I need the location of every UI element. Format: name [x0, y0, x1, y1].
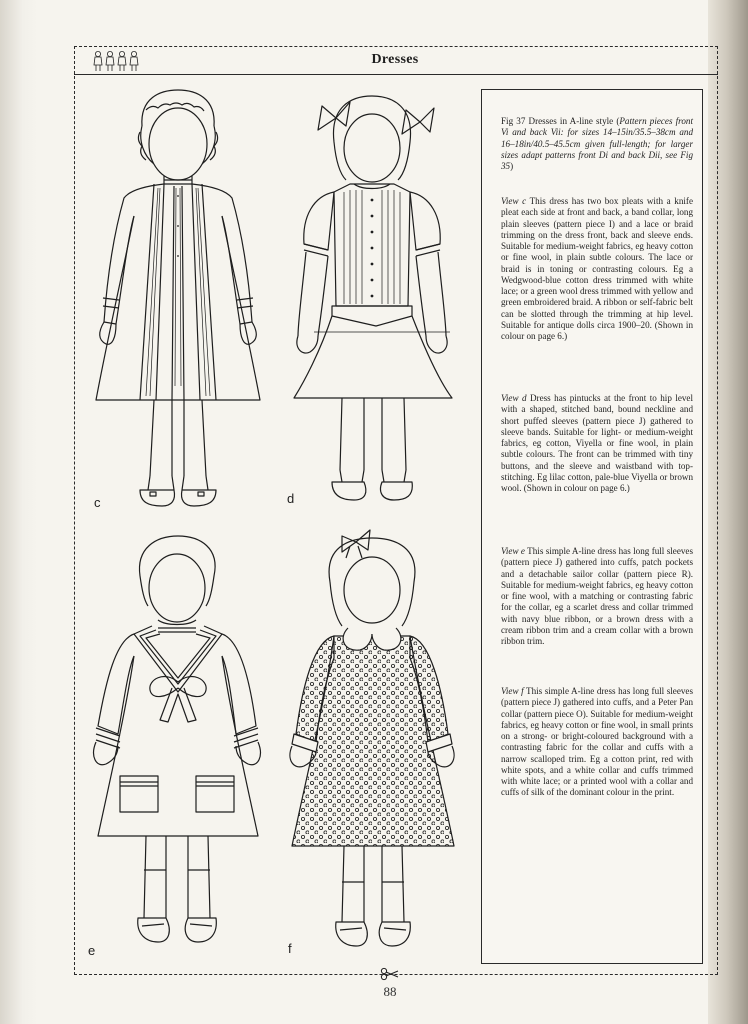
- view-f-description: [501, 686, 693, 799]
- page-number: 88: [383, 984, 397, 999]
- figure-label-c: c: [94, 495, 101, 510]
- caption-lead: Fig 37: [501, 116, 526, 126]
- figure-view-f: [282, 528, 468, 960]
- figure-label-e: e: [88, 943, 96, 958]
- page-gutter: [0, 0, 38, 1024]
- view-c-lead: View c: [501, 196, 527, 206]
- header-rule: [74, 74, 718, 75]
- view-d-body: Dress has pintucks at the front to hip level with a shaped, stitched band, bound neckline and short puffed sleeves (pattern piece J) gathered to sleeve bands. Suitable for light- or medium-weight fabrics, eg cotton, Viyella or fine wool, in plain subtle colours. The front can be trimmed with tiny buttons, and the sleeve and waistband with top-stitching. Eg lilac cotton, pale-blue Viyella or brown wool. (Shown in colour on page 6.): [501, 393, 693, 493]
- view-c-body: This dress has two box pleats with a knife pleat each side at front and back, a band collar, long plain sleeves (pattern piece I) and a lace or braid trimming on the dress front, back and sleeve ends. Suitable for medium-weight fabrics, eg heavy cotton or fine wool, in plain subtle colours. The lace or braid is in toning or contrasting colours. Eg a Wedgwood-blue cotton dress trimmed with white lace; or a green wool dress trimmed with yellow and green embroidered braid. A ribbon or self-fabric belt can be slotted through the trimming at hip level. Suitable for antique dolls circa 1900–20. (Shown in colour on page 6.): [501, 196, 693, 341]
- four-dolls-icon: [92, 50, 140, 72]
- caption-rest: Dresses in A-line style (: [525, 116, 620, 126]
- figure-caption: [501, 116, 693, 172]
- view-e-lead: View e: [501, 546, 525, 556]
- figure-label-d: d: [287, 491, 295, 506]
- view-e-description: [501, 546, 693, 647]
- view-f-lead: View f: [501, 686, 524, 696]
- figure-view-d: [284, 92, 464, 512]
- caption-close: ): [510, 161, 514, 171]
- view-c-description: [501, 196, 693, 342]
- view-e-body: This simple A-line dress has long full sleeves (pattern piece J) gathered into cuffs, patch pockets and a detachable sailor collar (pattern piece R). Suitable for medium-weight fabrics, eg heavy cotton or fine wool, with a matching or contrasting fabric for the collar, eg a scarlet dress and collar trimmed with navy blue ribbon, or a brown dress with a cream ribbon trim and a cream collar with a brown ribbon trim.: [501, 546, 693, 646]
- figure-view-e: [86, 530, 266, 960]
- figure-label-f: f: [288, 941, 292, 956]
- view-d-description: [501, 393, 693, 494]
- page-title: Dresses: [371, 52, 419, 67]
- view-d-lead: View d: [501, 393, 527, 403]
- caption-italic: Pattern pieces front Vi and back Vii: for sizes 14–15in/35.5–38cm and 16–18in/40.5–45.5cm given full-length; for larger sizes adapt patterns front Di and back Dii, see Fig 35: [501, 116, 693, 171]
- scissors-icon: [380, 967, 400, 981]
- figure-view-c: [88, 86, 268, 516]
- view-f-body: This simple A-line dress has long full sleeves (pattern piece J) gathered into cuffs, and a Peter Pan collar (pattern piece O). Suitable for medium-weight fabrics, eg heavy cotton or fine wool, in small prints on a strong- or bright-coloured background with a contrasting fabric for the collar and cuffs with a narrow scalloped trim. Eg a cotton print, red with white spots, and a white collar and cuffs trimmed with white lace; or a printed wool with a collar and cuffs of silk of the dominant colour in the print.: [501, 686, 693, 798]
